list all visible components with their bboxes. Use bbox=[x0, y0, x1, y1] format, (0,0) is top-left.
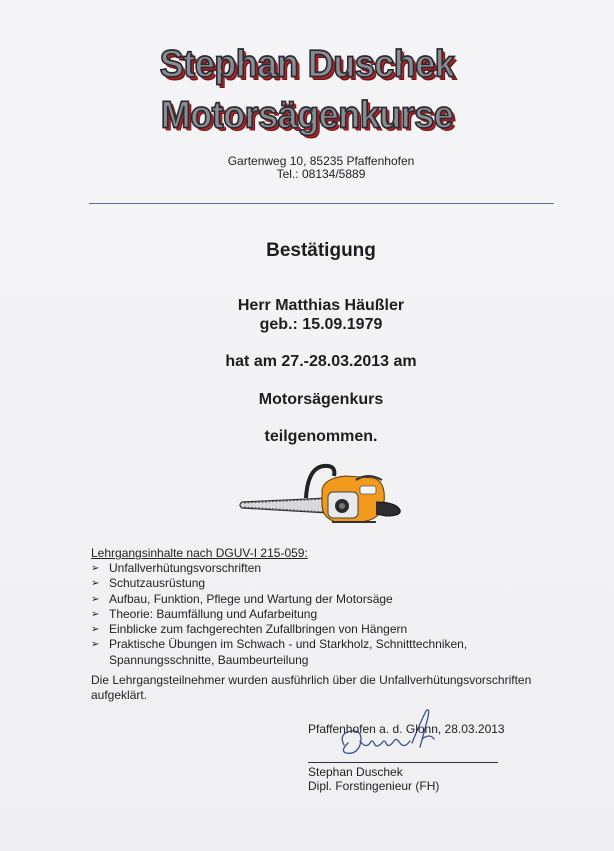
arrow-bullet-icon: ➢ bbox=[91, 639, 100, 651]
phone: Tel.: 08134/5889 bbox=[276, 167, 366, 181]
contents-heading: Lehrgangsinhalte nach DGUV-I 215-059: bbox=[91, 546, 308, 560]
course-name: Motorsägenkurs bbox=[258, 391, 384, 408]
arrow-bullet-icon: ➢ bbox=[91, 608, 100, 620]
arrow-bullet-icon: ➢ bbox=[91, 578, 100, 590]
list-item: ➢ Praktische Übungen im Schwach - und Starkholz, Schnitttechniken, bbox=[91, 637, 468, 652]
header-divider bbox=[89, 203, 554, 204]
contents-list bbox=[91, 561, 571, 668]
document-title: Bestätigung bbox=[266, 240, 376, 261]
list-item: ➢ Einblicke zum fachgerechten Zufallbringen von Hängern bbox=[91, 622, 408, 637]
arrow-bullet-icon: ➢ bbox=[91, 563, 100, 574]
arrow-bullet-icon: ➢ bbox=[91, 593, 100, 605]
signature-line bbox=[308, 762, 498, 763]
participation-statement: teilgenommen. bbox=[264, 428, 378, 445]
participant-name: Herr Matthias Häußler bbox=[237, 297, 405, 314]
arrow-bullet-icon: ➢ bbox=[91, 624, 100, 636]
logo-line-2: Motorsägenkurse bbox=[160, 92, 454, 136]
signer-title: Dipl. Forstingenieur (FH) bbox=[308, 779, 440, 793]
signer bbox=[308, 765, 439, 793]
signer-name: Stephan Duschek bbox=[308, 765, 403, 779]
list-item: ➢ Theorie: Baumfällung und Aufarbeitung bbox=[91, 606, 318, 621]
chainsaw-illustration bbox=[236, 458, 406, 534]
place-and-date: Pfaffenhofen a. d. Glonn, 28.03.2013 bbox=[308, 722, 505, 736]
participant-birthdate: geb.: 15.09.1979 bbox=[259, 316, 383, 333]
list-item: ➢ Schutzausrüstung bbox=[91, 576, 206, 591]
course-date: hat am 27.-28.03.2013 am bbox=[225, 353, 417, 370]
address: Gartenweg 10, 85235 Pfaffenhofen bbox=[227, 154, 415, 168]
list-item: ➢ Unfallverhütungsvorschriften bbox=[91, 561, 262, 575]
safety-note: Die Lehrgangsteilnehmer wurden ausführlich über die Unfallverhütungsvorschriften aufgeklärt. bbox=[91, 673, 532, 702]
list-item-continuation: Spannungsschnitte, Baumbeurteilung bbox=[109, 652, 309, 667]
logo-line-1: Stephan Duschek bbox=[159, 41, 455, 85]
course-contents bbox=[91, 546, 571, 668]
list-item: ➢ Aufbau, Funktion, Pflege und Wartung der Motorsäge bbox=[91, 591, 393, 606]
